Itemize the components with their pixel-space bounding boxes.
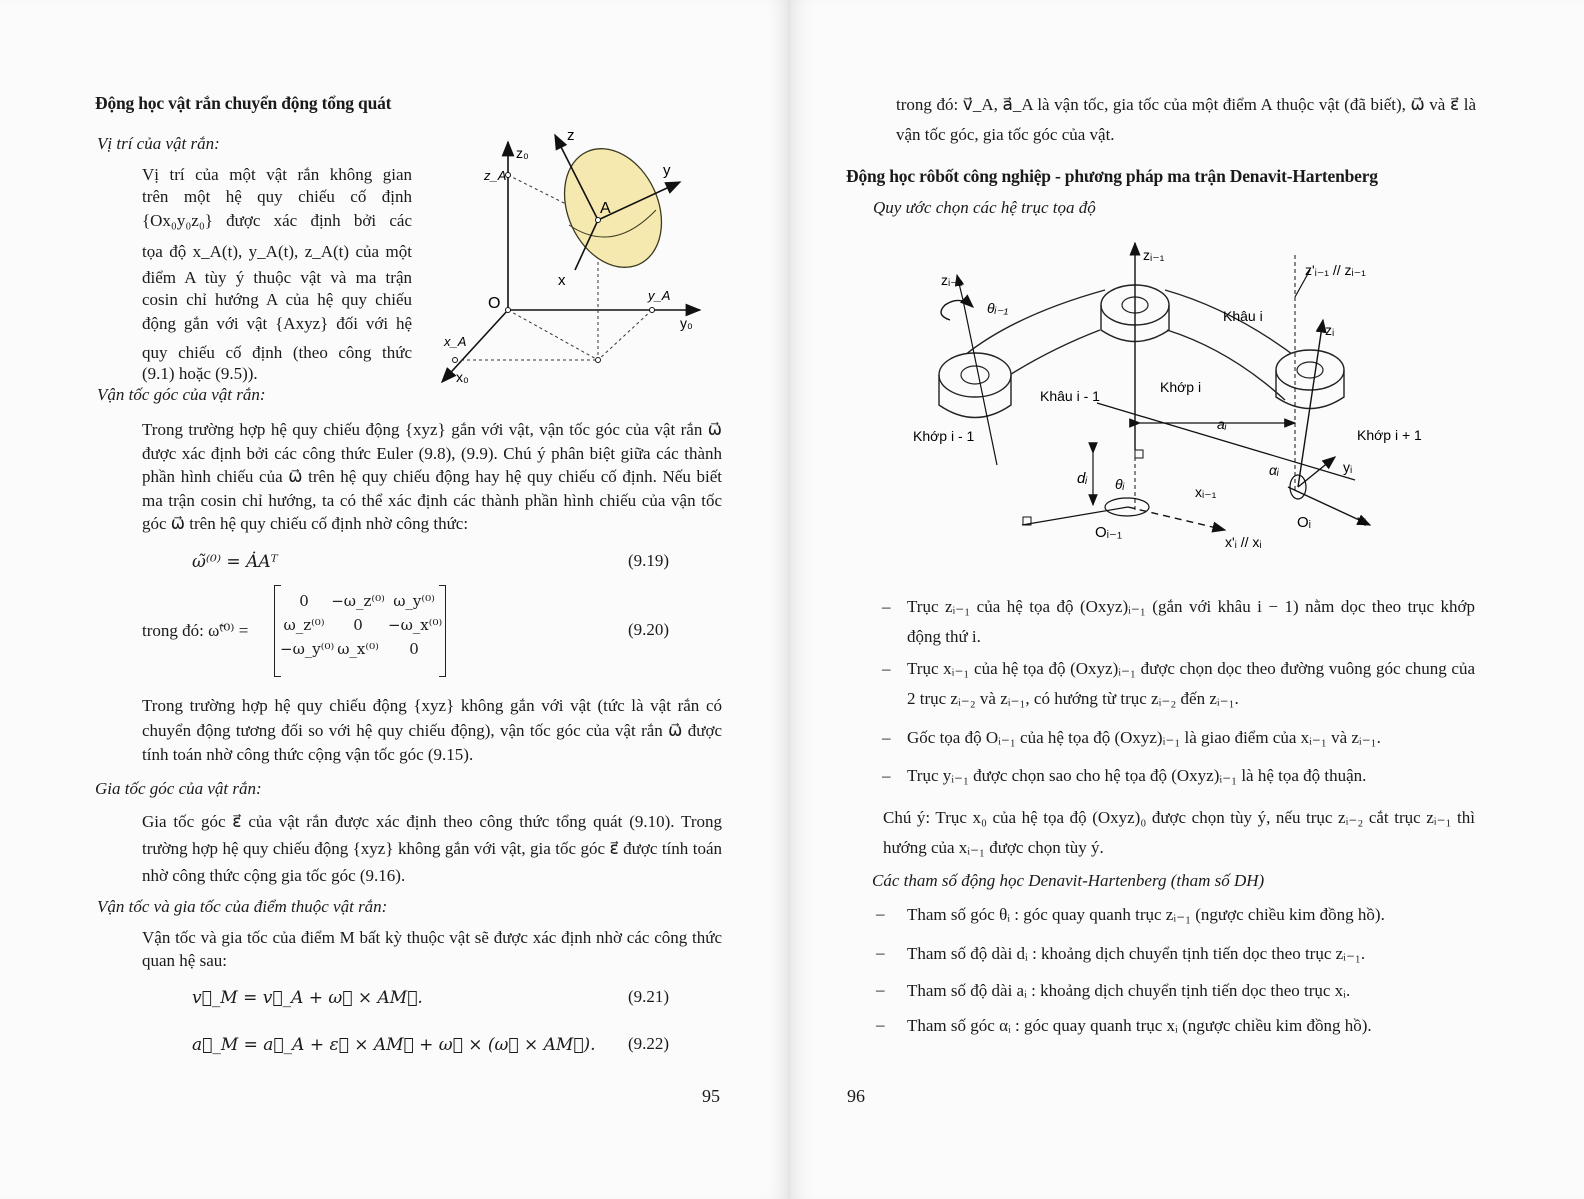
label-theta-i: θᵢ: [1115, 476, 1125, 492]
omega-matrix: [280, 592, 443, 658]
note-paragraph: Chú ý: Trục x₀ của hệ tọa độ (Oxyz)₀ được chọn tùy ý, nếu trục zᵢ₋₂ cắt trục zᵢ₋₁ thì hướng của xᵢ₋₁ được chọn tùy ý.: [883, 808, 1475, 857]
equation-number: (9.20): [628, 620, 670, 639]
label-x-prime-i: x'ᵢ // xᵢ: [1225, 534, 1262, 550]
dh-bullet: Tham số độ dài aᵢ : khoảng dịch chuyển tịnh tiến dọc theo trục xᵢ.: [907, 981, 1351, 1000]
label-o-i: Oᵢ: [1297, 514, 1312, 531]
angular-acceleration-paragraph: Gia tốc góc ε⃗ của vật rắn được xác định theo công thức tổng quát (9.10). Trong trường hợp hệ quy chiếu động {xyz} không gắn với vật, gia tốc góc ε⃗ được tính toán nhờ công thức cộng gia tốc góc (9.16).: [142, 812, 722, 885]
label-x-i-minus-1: xᵢ₋₁: [1195, 484, 1217, 500]
label-xa: x_A: [444, 334, 467, 349]
text-line: quy chiếu cố định (theo công thức: [142, 343, 412, 362]
label-x: x: [558, 272, 566, 289]
equation-number: (9.21): [628, 987, 670, 1006]
matrix-cell: ω_z⁽⁰⁾: [283, 616, 325, 634]
left-heading: Động học vật rắn chuyển động tổng quát: [95, 93, 392, 113]
rule-bullet: Gốc tọa độ Oᵢ₋₁ của hệ tọa độ (Oxyz)ᵢ₋₁ là giao điểm của xᵢ₋₁ và zᵢ₋₁.: [907, 728, 1381, 747]
equation-9-20-prefix: trong đó: ω̃⁽⁰⁾ =: [142, 621, 249, 640]
bullet-dash: –: [882, 597, 891, 616]
label-x-i: xᵢ: [1357, 512, 1367, 528]
equation-9-19: ω̃⁽⁰⁾ = ȦAᵀ: [192, 552, 278, 572]
bullet-dash: –: [882, 659, 891, 678]
matrix-cell: −ω_z⁽⁰⁾: [331, 592, 385, 610]
label-za: z_A: [484, 168, 507, 183]
subheading-frames: Quy ước chọn các hệ trục tọa độ: [873, 198, 1096, 217]
rule-bullet: Trục xᵢ₋₁ của hệ tọa độ (Oxyz)ᵢ₋₁ được chọn dọc theo đường vuông góc chung của 2 trục zᵢ₋₂ và zᵢ₋₁, có hướng từ trục zᵢ₋₂ đến zᵢ₋₁.: [907, 659, 1475, 708]
text-line: cosin chỉ hướng A của hệ quy chiếu: [142, 290, 412, 309]
bullet-dash: –: [876, 1015, 885, 1034]
equation-9-22: a⃗_M = a⃗_A + ε⃗ × AM⃗ + ω⃗ × (ω⃗ × AM⃗).: [192, 1035, 596, 1055]
text-line: điểm A tùy ý thuộc vật và ma trận: [142, 268, 412, 287]
rule-bullet: Trục yᵢ₋₁ được chọn sao cho hệ tọa độ (Oxyz)ᵢ₋₁ là hệ tọa độ thuận.: [907, 766, 1367, 785]
equation-number: (9.22): [628, 1034, 670, 1053]
axis-x-prime-i: [1128, 507, 1225, 530]
rigid-body-figure: [430, 120, 720, 390]
matrix-cell: −ω_x⁽⁰⁾: [388, 616, 443, 634]
angular-velocity-paragraph: Trong trường hợp hệ quy chiếu động {xyz} gắn với vật, vận tốc góc của vật rắn ω⃗ được xác định bởi các công thức Euler (9.8), (9.9). Chú ý phân biệt giữa các thành phần hình chiếu của ω⃗ trên hệ quy chiếu động hay hệ quy chiếu cố định. Nếu biết ma trận cosin chỉ hướng, ta có thể xác định các thành phần hình chiếu của vận tốc góc ω⃗ trên hệ quy chiếu cố định nhờ công thức:: [142, 420, 722, 533]
equation-number: (9.19): [628, 551, 670, 570]
section-title-point-kinematics: Vận tốc và gia tốc của điểm thuộc vật rắn:: [97, 897, 388, 916]
right-heading: Động học rôbốt công nghiệp - phương pháp ma trận Denavit-Hartenberg: [846, 166, 1378, 186]
bullet-dash: –: [876, 904, 885, 923]
label-y0: y₀: [680, 315, 693, 331]
text-line: Vị trí của một vật rắn không gian: [142, 165, 412, 184]
label-link-i: Khâu i: [1223, 308, 1263, 324]
label-y: y: [663, 162, 671, 179]
label-o-i-minus-1: Oᵢ₋₁: [1095, 524, 1123, 541]
matrix-cell: 0: [409, 640, 419, 658]
label-z0: z₀: [516, 145, 529, 161]
angular-velocity-paragraph-2: Trong trường hợp hệ quy chiếu động {xyz} không gắn với vật (tức là vật rắn có chuyển động tương đối so với hệ quy chiếu động), vận tốc góc của vật rắn ω⃗ được tính toán nhờ công thức cộng vận tốc góc (9.15).: [142, 696, 722, 764]
label-joint-i-plus-1: Khớp i + 1: [1357, 427, 1422, 443]
matrix-cell: −ω_y⁽⁰⁾: [280, 640, 335, 658]
page-number-left: 95: [702, 1086, 720, 1106]
label-y-i: yᵢ: [1343, 459, 1353, 475]
label-z: z: [567, 127, 575, 144]
dh-parameters-title: Các tham số động học Denavit-Hartenberg (tham số DH): [872, 871, 1265, 890]
rule-bullet: Trục zᵢ₋₁ của hệ tọa độ (Oxyz)ᵢ₋₁ (gắn với khâu i − 1) nằm dọc theo trục khớp động thứ i.: [907, 597, 1475, 646]
right-page: [790, 0, 1584, 1199]
bullet-dash: –: [882, 728, 891, 747]
dh-bullet: Tham số độ dài dᵢ : khoảng dịch chuyển tịnh tiến dọc theo trục zᵢ₋₁.: [907, 944, 1366, 963]
matrix-cell: 0: [299, 592, 309, 610]
bullet-dash: –: [882, 766, 891, 785]
section-title-position: Vị trí của vật rắn:: [97, 134, 220, 153]
label-a: A: [600, 200, 611, 217]
bullet-dash: –: [876, 980, 885, 999]
point-kinematics-paragraph: Vận tốc và gia tốc của điểm M bất kỳ thuộc vật sẽ được xác định nhờ các công thức quan hệ sau:: [142, 928, 722, 970]
label-a-i: aᵢ: [1217, 416, 1227, 432]
left-page: [0, 0, 790, 1199]
section-title-angular-acceleration: Gia tốc góc của vật rắn:: [95, 779, 262, 798]
text-line: tọa độ x_A(t), y_A(t), z_A(t) của một: [142, 242, 412, 261]
text-line: {Ox₀y₀z₀} được xác định bởi các: [142, 211, 412, 230]
label-z-i-minus-1: zᵢ₋₁: [1143, 247, 1165, 263]
label-link-i-minus-1: Khâu i - 1: [1040, 388, 1100, 404]
text-line: động gắn với vật {Axyz} đối với hệ: [142, 314, 412, 333]
text-line: trên một hệ quy chiếu cố định: [142, 187, 412, 206]
matrix-cell: ω_x⁽⁰⁾: [337, 640, 379, 658]
denavit-hartenberg-figure: [905, 235, 1465, 565]
matrix-cell: ω_y⁽⁰⁾: [393, 592, 435, 610]
section-title-angular-velocity: Vận tốc góc của vật rắn:: [97, 385, 266, 404]
label-d-i: dᵢ: [1077, 470, 1088, 487]
dh-bullet: Tham số góc θᵢ : góc quay quanh trục zᵢ₋₁ (ngược chiều kim đồng hồ).: [907, 905, 1385, 924]
page-number-right: 96: [847, 1086, 865, 1106]
matrix-cell: 0: [353, 616, 363, 634]
label-z-i: zᵢ: [1325, 322, 1335, 338]
label-z-prime: z'ᵢ₋₁ // zᵢ₋₁: [1305, 262, 1366, 278]
label-alpha-i: αᵢ: [1269, 462, 1279, 478]
label-ya: y_A: [648, 288, 671, 303]
dh-bullet: Tham số góc αᵢ : góc quay quanh trục xᵢ (ngược chiều kim đồng hồ).: [907, 1016, 1372, 1035]
label-joint-i-minus-1: Khớp i - 1: [913, 428, 975, 444]
label-theta-i-minus-1: θᵢ₋₁: [987, 300, 1009, 316]
label-z-i-minus-2: zᵢ₋₂: [941, 272, 964, 288]
text-line: (9.1) hoặc (9.5)).: [142, 364, 258, 383]
joint-i-plus-1: [1276, 350, 1344, 390]
label-joint-i: Khớp i: [1160, 379, 1202, 395]
label-o: O: [488, 295, 501, 312]
label-x0: x₀: [456, 369, 469, 385]
intro-paragraph: trong đó: v⃗_A, a⃗_A là vận tốc, gia tốc của một điểm A thuộc vật (đã biết), ω⃗ và ε⃗ là vận tốc góc, gia tốc góc của vật.: [896, 95, 1476, 144]
axis-z-i: [1298, 320, 1323, 487]
equation-9-21: v⃗_M = v⃗_A + ω⃗ × AM⃗.: [192, 988, 423, 1008]
bullet-dash: –: [876, 943, 885, 962]
